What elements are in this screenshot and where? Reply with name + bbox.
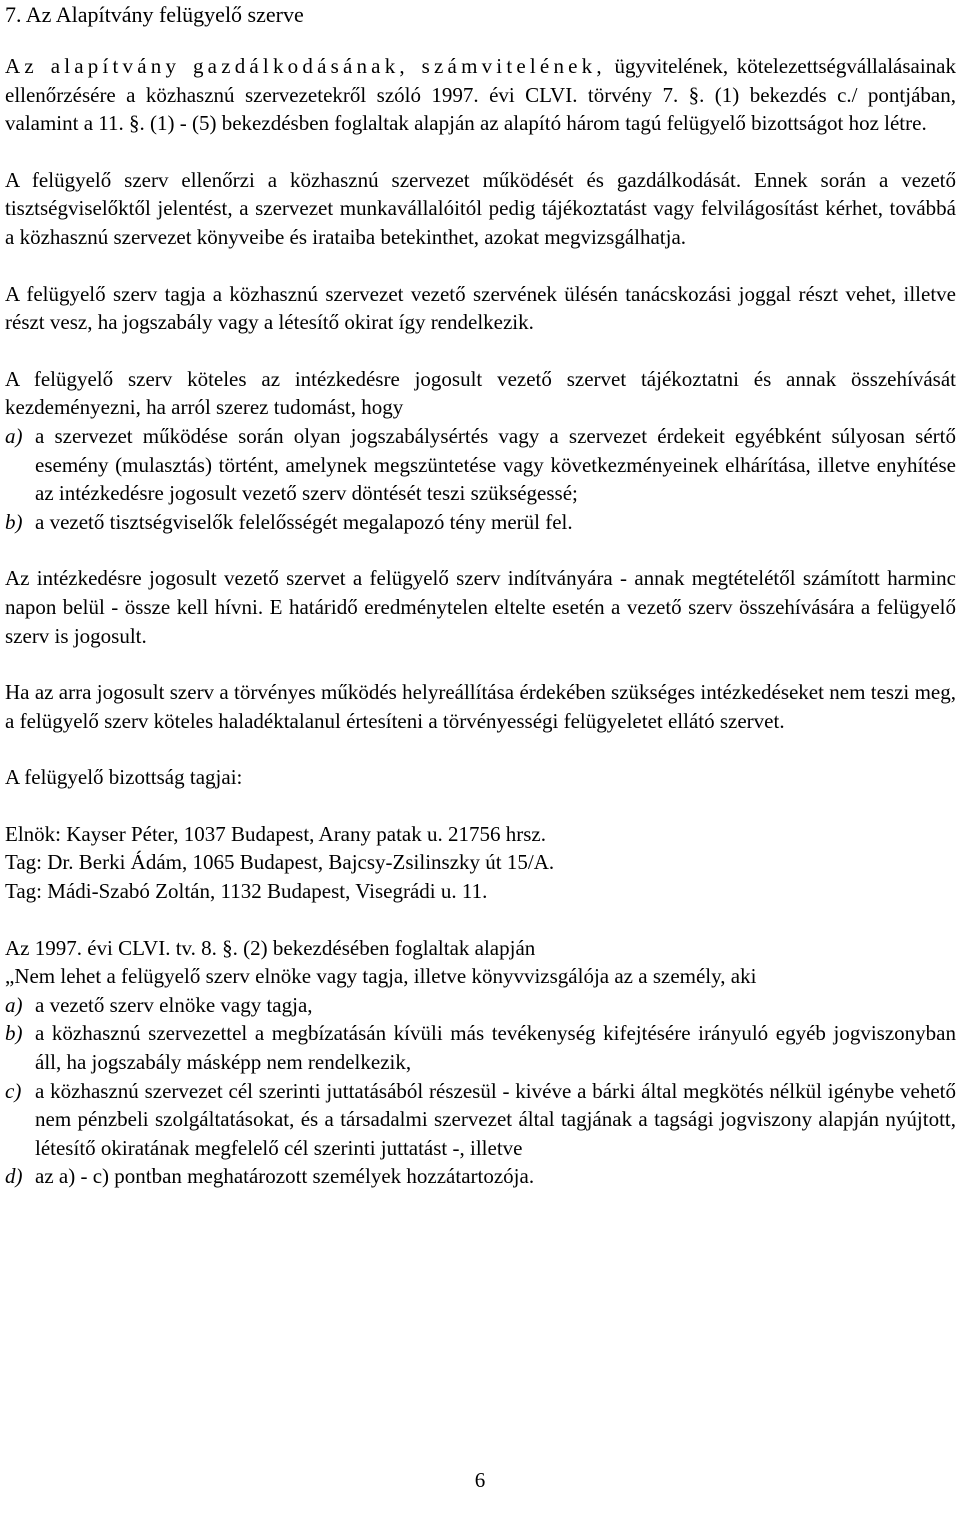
board-heading: A felügyelő bizottság tagjai: [5,765,243,790]
list-item-text: a vezető tisztségviselők felelősségét megalapozó tény merül fel. [35,509,573,534]
spacer [5,138,956,166]
paragraph-participation: A felügyelő szerv tagja a közhasznú szervezet vezető szervének ülésén tanácskozási joggal részt vehet, illetve részt vesz, ha jogszabály vagy a létesítő okirat így rendelkezik. [5,281,956,335]
spacer [5,536,956,564]
list-item [5,1019,956,1076]
list-item-text: az a) - c) pontban meghatározott személyek hozzátartozója. [35,1164,535,1189]
list-item-text: a vezető szerv elnöke vagy tagja, [35,992,313,1017]
spacer [5,906,956,934]
list-item [5,1077,956,1163]
law-intro: Az 1997. évi CLVI. tv. 8. §. (2) bekezdésében foglaltak alapján [5,935,536,960]
spacer [5,792,956,820]
list-item [5,991,956,1020]
list-item-text: a szervezet működése során olyan jogszabálysértés vagy a szervezet érdekeit egyébként súlyosan sértő esemény (mulasztás) történt, amelynek megszüntetése vagy következményeinek elhárítása, illetve enyhítése az intézkedésre jogosult vezető szerv döntését teszi szükségessé; [35,423,956,506]
spacer [5,735,956,763]
paragraph-convening: Az intézkedésre jogosult vezető szervet a felügyelő szerv indítványára - annak megtételétől számított harminc napon belül - össze kell hívni. E határidő eredménytelen eltelte esetén a vezető szerv összehívására a felügyelő szerv is jogosult. [5,566,956,648]
board-member: Tag: Dr. Berki Ádám, 1065 Budapest, Bajcsy-Zsilinszky út 15/A. [5,850,555,875]
paragraph-supervision: A felügyelő szerv ellenőrzi a közhasznú szervezet működését és gazdálkodását. Ennek során a vezető tisztségviselőktől jelentést, a szervezet munkavállalóitól pedig tájékoztatást vagy felvilágosítást kérhet, továbbá a közhasznú szervezet könyveibe és irataiba betekinthet, azokat megvizsgálhatja. [5,167,956,249]
spacer [5,252,956,280]
spacer [5,337,956,365]
paragraph-spaced-text: Az alapítvány gazdálkodásának, számvitelének, [5,54,606,78]
board-member: Elnök: Kayser Péter, 1037 Budapest, Arany patak u. 21756 hrsz. [5,821,546,846]
page-number: 6 [474,1468,486,1492]
paragraph-obligation-intro: A felügyelő szerv köteles az intézkedésre jogosult vezető szervet tájékoztatni és annak összehívását kezdeményezni, ha arról szerez tudomást, hogy [5,366,956,420]
list-marker: d) [5,1164,23,1189]
paragraph-text: ügyvitelének, kötelezettségvállalásainak ellenőrzésére a közhasznú szervezetekről szóló 1997. évi CLVI. törvény 7. §. (1) bekezdés c./ pontjában, valamint a 11. §. (1) - (5) bekezdésben foglaltak alapján az alapító három tagú felügyelő bizottságot hoz létre. [5,54,956,136]
spacer [5,650,956,678]
list-item-text: a közhasznú szervezettel a megbízatásán kívüli más tevékenység kifejtésére irányuló egyéb jogviszonyban áll, ha jogszabály másképp nem rendelkezik, [35,1021,956,1075]
board-member: Tag: Mádi-Szabó Zoltán, 1132 Budapest, Visegrádi u. 11. [5,879,488,904]
list-item [5,1162,956,1191]
document-page [5,0,956,1191]
paragraph-notification: Ha az arra jogosult szerv a törvényes működés helyreállítása érdekében szükséges intézkedéseket nem teszi meg, a felügyelő szerv köteles haladéktalanul értesíteni a törvényességi felügyeletet ellátó szervet. [5,680,956,733]
list-item-text: a közhasznú szervezet cél szerinti juttatásából részesül - kivéve a bárki által megkötés nélkül igénybe vehető nem pénzbeli szolgáltatásokat, és a társadalmi szervezet által tagjának a tagsági jogviszony alapján nyújtott, létesítő okiratának megfelelő cél szerinti juttatást -, illetve [35,1078,956,1160]
list-marker: a) [5,423,23,448]
list-item [5,422,956,508]
paragraph-audit-basis [5,52,956,138]
list-marker: b) [5,509,23,534]
list-item [5,508,956,537]
section-title: 7. Az Alapítvány felügyelő szerve [5,2,304,27]
spacer [5,30,956,52]
law-quote-start: „Nem lehet a felügyelő szerv elnöke vagy tagja, illetve könyvvizsgálója az a személy, aki [5,964,757,989]
list-marker: b) [5,1021,23,1046]
list-marker: c) [5,1078,22,1103]
list-marker: a) [5,992,23,1017]
